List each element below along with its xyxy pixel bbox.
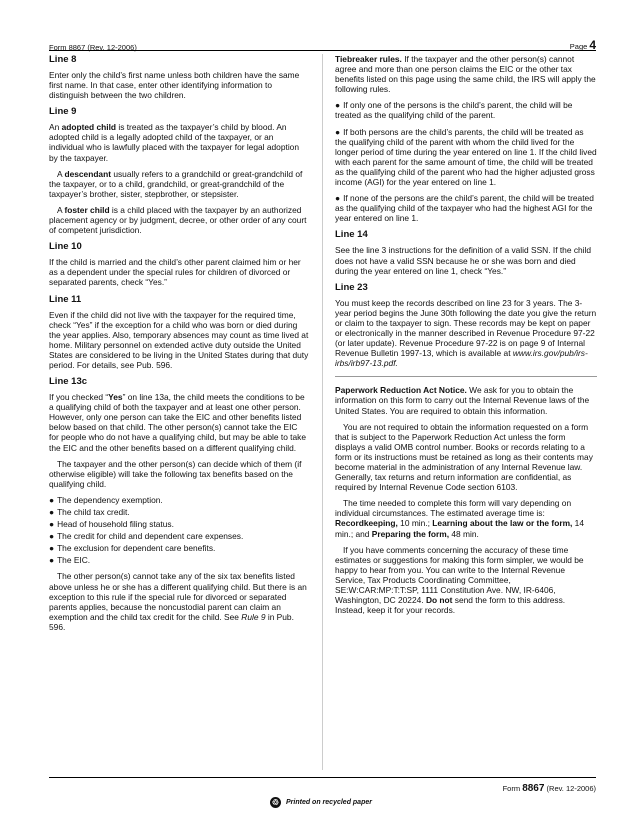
line-8-text: Enter only the child’s first name unless both children have the same first name. In that case, enter other identifying information to distinguish between the two children.: [49, 70, 300, 101]
line-13c-text: If you checked “Yes” on line 13a, the child meets the conditions to be a qualifying child of both the taxpayer and at least one other person. However, only one person can take the EIC and other benefits listed below based on that child. The other person(s) cannot take the EIC for people who do not have a qualifying child, but may be able to take the EIC and the other benefits based on a different qualifying child.: [49, 392, 307, 453]
bullet-icon: ●: [335, 126, 341, 137]
list-item: ● The EIC.: [49, 555, 91, 566]
footer-form-label: Form 8867 (Rev. 12-2006): [502, 783, 596, 794]
heading-line-23: Line 23: [335, 281, 368, 293]
heading-line-9: Line 9: [49, 106, 77, 118]
form-label: Form 8867 (Rev. 12-2006): [49, 43, 137, 52]
heading-line-13c: Line 13c: [49, 376, 88, 388]
descendant-text: A descendant usually refers to a grandchild or great-grandchild of the taxpayer, or to a child, grandchild, or great-grandchild of the taxpayer’s brother, sister, stepbrother, or stepsister.: [49, 168, 303, 199]
section-tiebreaker: [335, 54, 597, 223]
line-13c-text-3: The other person(s) cannot take any of the six tax benefits listed above unless he or she has a different qualifying child. But there is an exception to this rule if the special rule for divorced or separated parents applies, because the noncustodial parent can claim an exemption and the child tax credit for the child. See Rule 9 in Pub. 596.: [49, 571, 307, 632]
time-estimates-text: The time needed to complete this form will vary depending on individual circumstances. The estimated average time is: Recordkeeping, 10 min.; Learning about the law or the form, 14 min.; and Preparing the form, 48 min.: [335, 498, 585, 539]
footer-rule: [49, 777, 596, 778]
heading-line-14: Line 14: [335, 229, 368, 241]
section-line-8: [49, 54, 309, 100]
line-11-text: Even if the child did not live with the taxpayer for the required time, check “Yes” if the exception for a child who was born or died during the year applies. Also, temporary absences may count as time lived at home. Military personnel on extended active duty outside the United States are considered to be living in the United States during that duty period. For details, see Pub. 596.: [49, 309, 309, 370]
heading-line-11: Line 11: [49, 293, 82, 305]
paperwork-text: Paperwork Reduction Act Notice. We ask for you to obtain the information on this form to carry out the Internal Revenue laws of the United States. You are required to obtain this information.: [335, 385, 590, 416]
recycle-icon: ♲: [271, 798, 280, 807]
section-paperwork-notice: [335, 385, 597, 615]
column-divider: [322, 54, 323, 770]
bullet-icon: ●: [49, 519, 55, 530]
tiebreaker-rule-3: ● If none of the persons are the child’s parent, the child will be treated as the qualifying child of the taxpayer who had the highest AGI for the year entered on line 1.: [335, 193, 594, 224]
benefits-list: [49, 495, 309, 566]
section-divider: [335, 376, 597, 377]
paperwork-text-2: You are not required to obtain the information requested on a form that is subject to the Paperwork Reduction Act unless the form displays a valid OMB control number. Books or records relating to a form or its instructions must be retained as long as their contents may become material in the administration of any Internal Revenue law. Generally, tax returns and return information are confidential, as required by Internal Revenue Code section 6103.: [335, 421, 593, 493]
comments-text: If you have comments concerning the accuracy of these time estimates or suggestions for making this form simpler, we would be happy to hear from you. You can write to the Internal Revenue Service, Tax Products Coordinating Committee, SE:W:CAR:MP:T:T:SP, 1111 Constitution Ave. NW, IR-6406, Washington, DC 20224. Do not send the form to this address. Instead, keep it for your records.: [335, 544, 584, 616]
list-item: ● The dependency exemption.: [49, 494, 163, 505]
section-line-23: [335, 282, 597, 369]
header-rule: [49, 50, 596, 51]
recycled-paper-note: [270, 797, 372, 808]
section-line-11: [49, 294, 309, 371]
line-23-text: You must keep the records described on line 23 for 3 years. The 3-year period begins the June 30th following the date you give the return or claim to the taxpayer to sign. These records may be kept on paper or electronically in the manner described in Revenue Procedure 97-22 (or later update). Revenue Procedure 97-22 is on page 9 of Internal Revenue Bulletin 1997-13, which is available at www.irs.gov/pub/irs-irbs/irb97-13.pdf.: [335, 297, 597, 369]
bullet-icon: ●: [49, 543, 55, 554]
left-column: [49, 54, 309, 638]
tiebreaker-rule-1: ● If only one of the persons is the child’s parent, the child will be treated as the qualifying child of the parent.: [335, 100, 573, 121]
list-item: ● Head of household filing status.: [49, 519, 174, 530]
section-line-13c: [49, 376, 309, 632]
section-line-14: [335, 229, 597, 275]
page-number: Page 4: [569, 38, 596, 52]
bullet-icon: ●: [335, 193, 341, 204]
bullet-icon: ●: [335, 100, 341, 111]
bullet-icon: ●: [49, 507, 55, 517]
adopted-child-text: An adopted child is treated as the taxpayer’s child by blood. An adopted child is a legally adopted child of the taxpayer, or an individual who is lawfully placed with the taxpayer for legal adoption by the taxpayer.: [49, 122, 299, 163]
list-item: ● The exclusion for dependent care benefits.: [49, 543, 216, 554]
recycled-text: Printed on recycled paper: [286, 799, 372, 806]
right-column: [335, 54, 597, 621]
line-10-text: If the child is married and the child’s other parent claimed him or her as a dependent under the special rules for children of divorced or separated parents, check “Yes.”: [49, 257, 301, 288]
tiebreaker-rule-2: ● If both persons are the child’s parents, the child will be treated as the qualifying child of the parent with whom the child lived for the longer period of time during the year entered on line 1. If the child lived with each parent for the same amount of time, the child will be treated as the qualifying child of the parent who had the higher adjusted gross income (AGI) for the year entered on line 1.: [335, 126, 597, 188]
section-line-10: [49, 241, 309, 287]
heading-line-8: Line 8: [49, 54, 77, 65]
list-item: ● The child tax credit.: [49, 507, 130, 517]
foster-child-text: A foster child is a child placed with the taxpayer by an authorized placement agency or by judgment, decree, or other order of any court of competent jurisdiction.: [49, 204, 307, 236]
line-13c-text-2: The taxpayer and the other person(s) can decide which of them (if otherwise eligible) will take the following tax benefits based on the qualifying child.: [49, 458, 302, 489]
heading-line-10: Line 10: [49, 241, 82, 253]
bullet-icon: ●: [49, 555, 55, 566]
section-line-9: [49, 106, 309, 235]
tiebreaker-text: Tiebreaker rules. If the taxpayer and the other person(s) cannot agree and more than one person claims the EIC or the other tax benefits listed on this page using the same child, the IRS will apply the following rules.: [335, 54, 596, 95]
line-14-text: See the line 3 instructions for the definition of a valid SSN. If the child does not have a valid SSN because he or she was born and died during the year entered on line 1, check “Yes.”: [335, 245, 592, 276]
list-item: ● The credit for child and dependent care expenses.: [49, 531, 244, 542]
bullet-icon: ●: [49, 494, 55, 505]
bullet-icon: ●: [49, 531, 55, 542]
irb-url: www.irs.gov/pub/irs-irbs/irb97-13.pdf.: [335, 348, 588, 369]
